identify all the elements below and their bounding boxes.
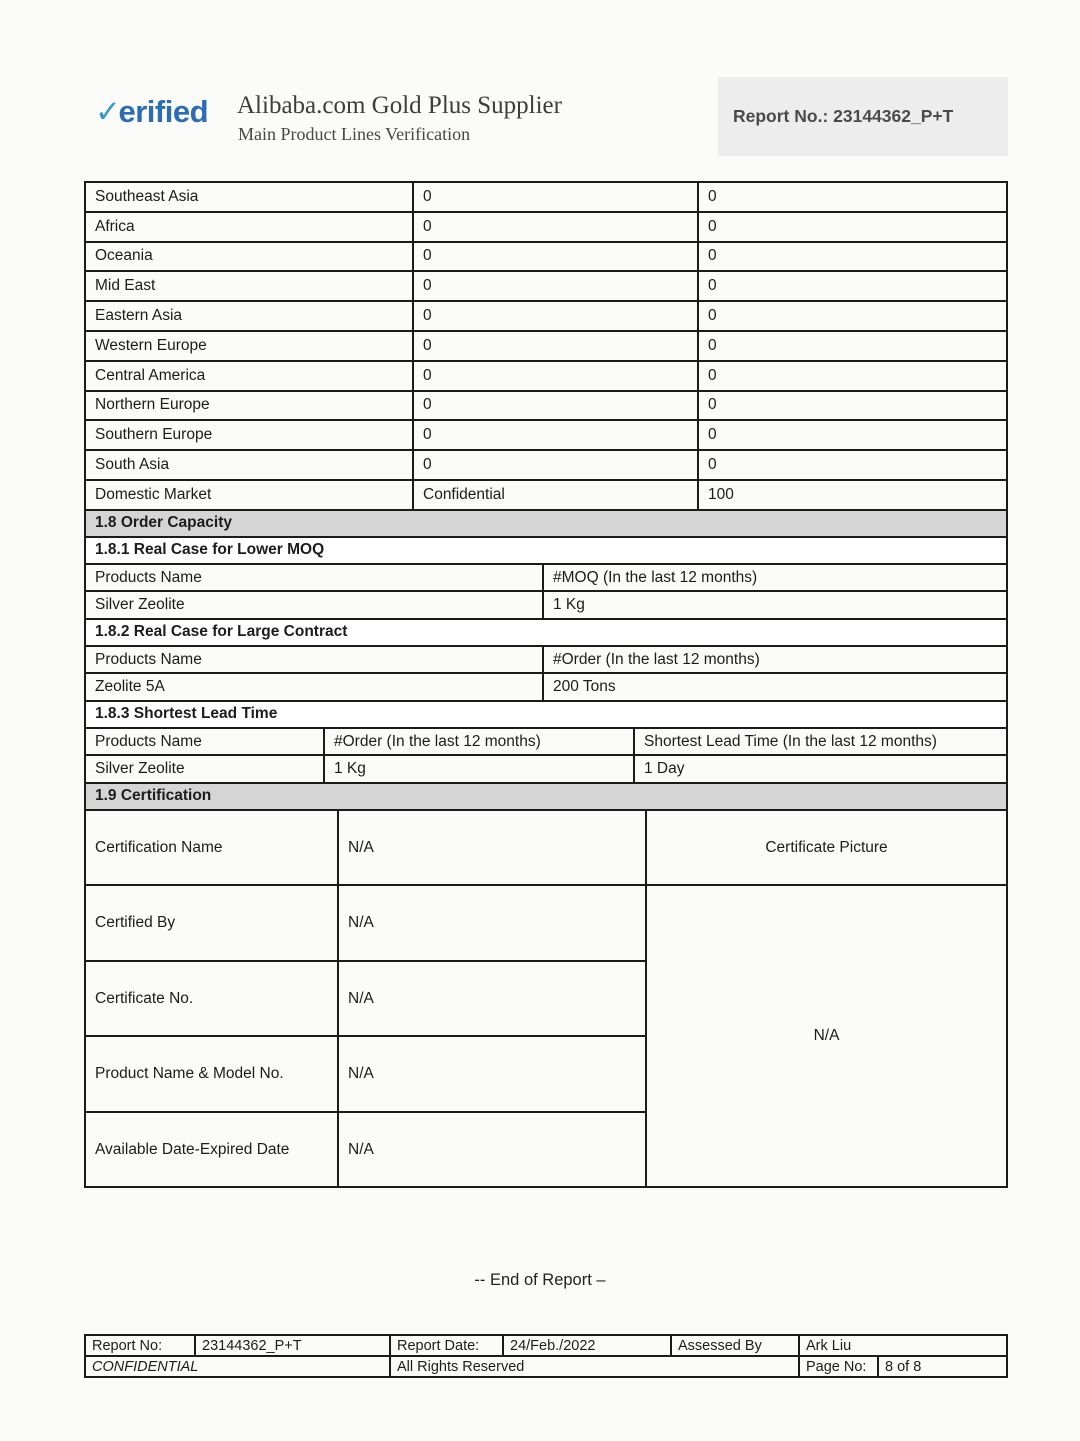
report-body <box>84 181 1006 1188</box>
region-label: South Asia <box>85 450 413 480</box>
report-number-box <box>718 77 1008 156</box>
region-value-2: 0 <box>698 182 1007 212</box>
column-header: Products Name <box>85 646 543 674</box>
region-label: Eastern Asia <box>85 301 413 331</box>
region-value-1: 0 <box>413 391 698 421</box>
footer-confidential: CONFIDENTIAL <box>85 1356 390 1377</box>
table-row <box>85 301 1007 331</box>
page-title: Alibaba.com Gold Plus Supplier <box>237 92 562 119</box>
region-value-1: 0 <box>413 361 698 391</box>
region-label: Southeast Asia <box>85 182 413 212</box>
region-value-2: 0 <box>698 301 1007 331</box>
footer-report-date-value: 24/Feb./2022 <box>503 1335 671 1356</box>
column-header: Shortest Lead Time (In the last 12 months) <box>634 728 1007 756</box>
region-value-2: 0 <box>698 361 1007 391</box>
moq-value: 1 Kg <box>543 591 1007 619</box>
region-value-2: 100 <box>698 480 1007 510</box>
section-header-certification: 1.9 Certification <box>85 783 1007 810</box>
column-header: #Order (In the last 12 months) <box>324 728 634 756</box>
order-capacity-section <box>84 509 1008 702</box>
column-header: #MOQ (In the last 12 months) <box>543 564 1007 592</box>
regions-table <box>84 181 1008 511</box>
footer-assessed-by-value: Ark Liu <box>799 1335 1007 1356</box>
certification-section <box>84 782 1008 1189</box>
certificate-picture-value: N/A <box>646 885 1007 1187</box>
lead-time-value: 1 Day <box>634 755 1007 783</box>
region-label: Northern Europe <box>85 391 413 421</box>
cert-field-label: Certification Name <box>85 810 338 886</box>
table-row <box>85 810 1007 886</box>
region-value-2: 0 <box>698 242 1007 272</box>
verified-logo-text: erified <box>118 94 209 129</box>
section-header-order-capacity: 1.8 Order Capacity <box>85 510 1007 537</box>
table-row <box>85 480 1007 510</box>
region-value-1: Confidential <box>413 480 698 510</box>
subsection-header-large-contract: 1.8.2 Real Case for Large Contract <box>85 619 1007 646</box>
order-value: 200 Tons <box>543 673 1007 701</box>
subsection-header-lower-moq: 1.8.1 Real Case for Lower MOQ <box>85 537 1007 564</box>
region-label: Southern Europe <box>85 420 413 450</box>
shortest-lead-time-table <box>84 700 1008 784</box>
region-label: Africa <box>85 212 413 242</box>
certificate-picture-header: Certificate Picture <box>646 810 1007 886</box>
region-value-1: 0 <box>413 420 698 450</box>
verified-check-icon: ✓ <box>95 94 121 129</box>
table-row <box>85 391 1007 421</box>
cert-field-label: Certified By <box>85 885 338 961</box>
cert-field-value: N/A <box>338 885 646 961</box>
region-value-2: 0 <box>698 420 1007 450</box>
region-label: Domestic Market <box>85 480 413 510</box>
cert-field-label: Available Date-Expired Date <box>85 1112 338 1188</box>
table-row <box>85 1356 1007 1377</box>
product-name: Silver Zeolite <box>85 755 324 783</box>
region-value-1: 0 <box>413 271 698 301</box>
region-value-2: 0 <box>698 331 1007 361</box>
cert-field-label: Certificate No. <box>85 961 338 1037</box>
region-value-2: 0 <box>698 450 1007 480</box>
report-number: Report No.: 23144362_P+T <box>733 106 954 126</box>
page-subtitle: Main Product Lines Verification <box>238 124 471 144</box>
footer-page-no-label: Page No: <box>799 1356 878 1377</box>
product-name: Silver Zeolite <box>85 591 543 619</box>
region-value-1: 0 <box>413 242 698 272</box>
footer-report-no-value: 23144362_P+T <box>195 1335 390 1356</box>
region-value-1: 0 <box>413 182 698 212</box>
table-row <box>85 450 1007 480</box>
table-row <box>85 420 1007 450</box>
region-label: Western Europe <box>85 331 413 361</box>
table-row <box>85 182 1007 212</box>
report-footer <box>84 1334 1006 1378</box>
table-row <box>85 271 1007 301</box>
table-row <box>85 242 1007 272</box>
cert-field-value: N/A <box>338 810 646 886</box>
footer-report-no-label: Report No: <box>85 1335 195 1356</box>
region-label: Oceania <box>85 242 413 272</box>
verified-logo <box>95 96 208 127</box>
region-value-2: 0 <box>698 271 1007 301</box>
column-header: #Order (In the last 12 months) <box>543 646 1007 674</box>
footer-table <box>84 1334 1008 1378</box>
cert-field-value: N/A <box>338 1112 646 1188</box>
table-row <box>85 361 1007 391</box>
region-value-2: 0 <box>698 212 1007 242</box>
cert-field-value: N/A <box>338 1036 646 1112</box>
column-header: Products Name <box>85 728 324 756</box>
cert-field-value: N/A <box>338 961 646 1037</box>
region-value-1: 0 <box>413 450 698 480</box>
table-row <box>85 1335 1007 1356</box>
cert-field-label: Product Name & Model No. <box>85 1036 338 1112</box>
region-label: Central America <box>85 361 413 391</box>
region-value-2: 0 <box>698 391 1007 421</box>
region-value-1: 0 <box>413 301 698 331</box>
table-row <box>85 885 1007 961</box>
order-value: 1 Kg <box>324 755 634 783</box>
footer-rights: All Rights Reserved <box>390 1356 799 1377</box>
region-value-1: 0 <box>413 331 698 361</box>
region-label: Mid East <box>85 271 413 301</box>
table-row <box>85 331 1007 361</box>
footer-report-date-label: Report Date: <box>390 1335 503 1356</box>
product-name: Zeolite 5A <box>85 673 543 701</box>
footer-page-no-value: 8 of 8 <box>878 1356 1007 1377</box>
column-header: Products Name <box>85 564 543 592</box>
region-value-1: 0 <box>413 212 698 242</box>
footer-assessed-by-label: Assessed By <box>671 1335 799 1356</box>
end-of-report-text: -- End of Report – <box>474 1271 606 1289</box>
table-row <box>85 212 1007 242</box>
subsection-header-lead-time: 1.8.3 Shortest Lead Time <box>85 701 1007 728</box>
